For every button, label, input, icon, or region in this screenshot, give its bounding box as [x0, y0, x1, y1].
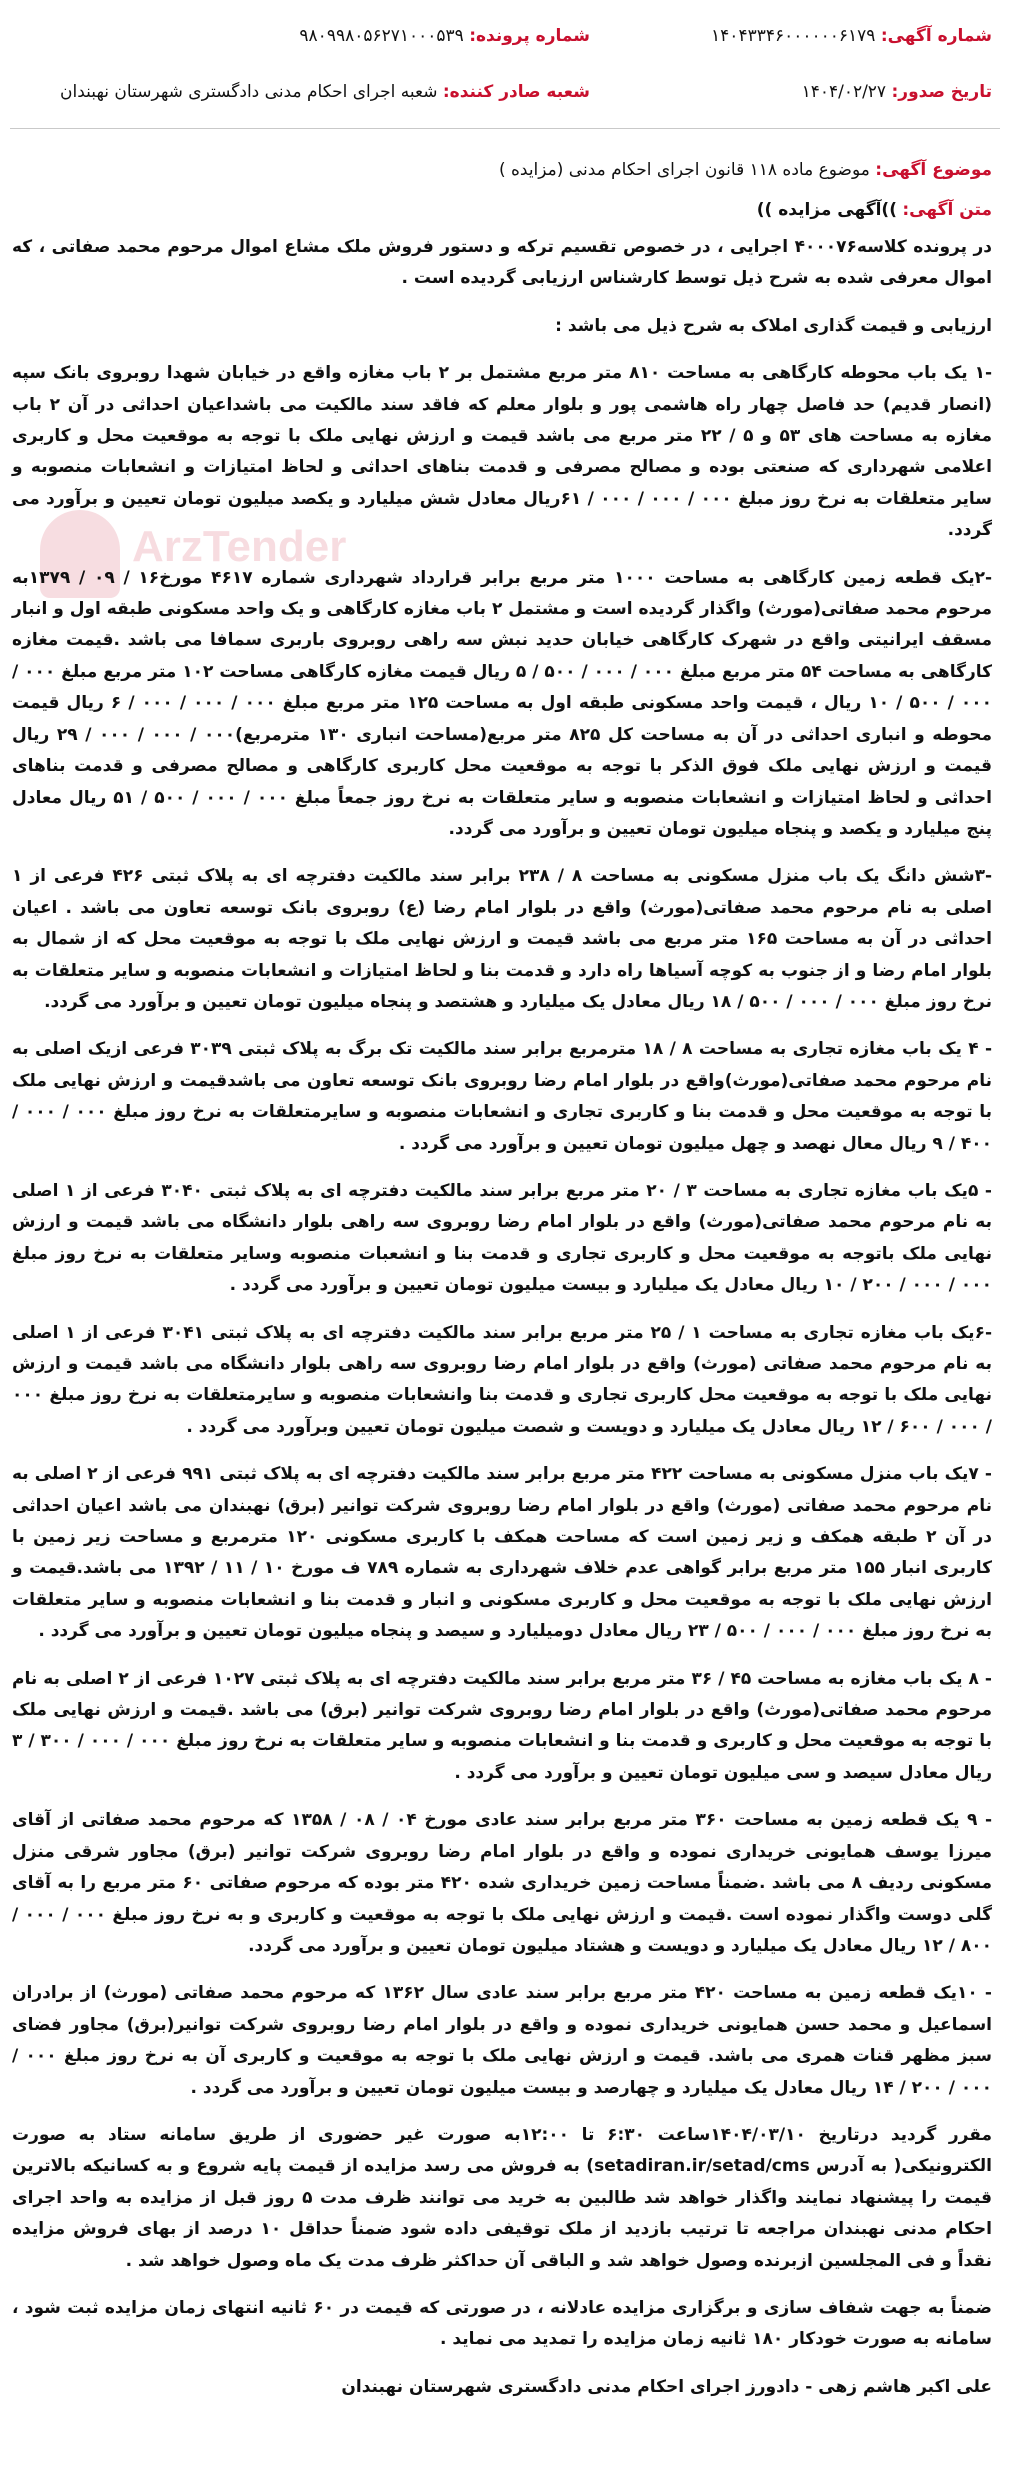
item-6-paragraph: -۶یک باب مغازه تجاری به مساحت ۱ / ۲۵ متر مربع برابر سند مالکیت دفترچه ای به پلاک ثبتی ۳۰۴۱ فرعی از ۱ اصلی به نام مرحوم محمد صفاتی (مورث) واقع در بلوار امام رضا روبروی سه راهی بلوار دانشگاه می باشد قیمت و ارزش نهایی ملک با توجه به موقعیت محل کاربری تجاری و قدمت بنا وانشعابات منصوبه و سایرمتعلقات به نرخ روز مبلغ ۰۰۰ / ۰۰۰ / ۶۰۰ / ۱۲ ریال معادل یک میلیارد و دویست و شصت میلیون تومان تعیین وبرآورد می گردد . — [12, 1322, 993, 1437]
subject-label: موضوع آگهی: — [875, 160, 992, 180]
ad-number — [711, 18, 992, 54]
notice-body — [0, 232, 1010, 2402]
subject-line — [0, 150, 1010, 190]
issue-date-label: تاریخ صدور: — [891, 82, 992, 102]
ad-text-line — [0, 190, 1010, 230]
header-row-1 — [0, 18, 1010, 54]
intro-paragraph: در پرونده کلاسه۴۰۰۰۷۶ اجرایی ، در خصوص تقسیم ترکه و دستور فروش ملک مشاع اموال مرحوم محمد صفاتی ، که اموال معرفی شده به شرح ذیل توسط کارشناس ارزیابی گردیده است . — [12, 237, 992, 289]
item-10-paragraph: - ۱۰یک قطعه زمین به مساحت ۴۲۰ متر مربع برابر سند عادی سال ۱۳۶۲ که مرحوم محمد صفاتی (مورث) از برادران اسماعیل و محمد حسن همایونی خریداری نموده و واقع در بلوار امام رضا روبروی شرکت توانیر(برق) مجاور فضای سبز مظهر قنات همری می باشد. قیمت و ارزش نهایی ملک با توجه به موقعیت و کاربری آن به نرخ روز مبلغ ۰۰۰ / ۰۰۰ / ۲۰۰ / ۱۴ ریال معادل یک میلیارد و چهارصد و بیست میلیون تومان تعیین و برآورد می گردد . — [12, 1983, 992, 2098]
watermark-text: ArzTender — [132, 522, 347, 571]
auction-terms-paragraph: مقرر گردید درتاریخ ۱۴۰۴/۰۳/۱۰ساعت ۶:۳۰ تا ۱۲:۰۰به صورت غیر حضوری از طریق سامانه ستاد به صورت الکترونیکی( به آدرس setadiran.ir/setad/cms) به فروش می رسد مزایده از قیمت پایه شروع و به کسانیکه بالاترین قیمت را پیشنهاد نمایند واگذار خواهد شد طالبین به خرید می توانند ظرف مدت ۵ روز قبل از مزایده به واحد اجرای احکام مدنی نهبندان مراجعه تا ترتیب بازدید از ملک توقیفی داده شود ضمناً حداقل ۱۰ درصد از بهای فروش مزایده نقداً و فی المجلسین ازبرنده وصول خواهد شد و الباقی آن حداکثر ظرف مدت یک ماه وصول خواهد شد . — [12, 2124, 993, 2271]
issue-date-value: ۱۴۰۴/۰۲/۲۷ — [801, 82, 887, 102]
item-2-paragraph: -۲یک قطعه زمین کارگاهی به مساحت ۱۰۰۰ متر مربع برابر قرارداد شهرداری شماره ۴۶۱۷ مورخ۱۶ / ۰۹ / ۱۳۷۹به مرحوم محمد صفاتی(مورث) واگذار گردیده است و مشتمل ۲ باب مغازه کارگاهی و یک واحد مسکونی طبقه اول و انبار مسقف ایرانیتی واقع در شهرک کارگاهی خیابان حدید نبش سه راهی روبروی باربری سمافا می باشد .قیمت مغازه کارگاهی به مساحت ۵۴ متر مربع مبلغ ۰۰۰ / ۰۰۰ / ۵۰۰ / ۵ ریال قیمت مغازه کارگاهی مساحت ۱۰۲ متر مربع مبلغ ۰۰۰ / ۰۰۰ / ۵۰۰ / ۱۰ ریال ، قیمت واحد مسکونی طبقه اول به مساحت ۱۲۵ متر مربع مبلغ ۰۰۰ / ۰۰۰ / ۰۰۰ / ۶ ریال قیمت محوطه و انباری احداثی در آن به مساحت کل ۸۲۵ متر مربع(مساحت انباری ۱۳۰ مترمربع)۰۰۰ / ۰۰۰ / ۰۰۰ / ۲۹ ریال قیمت و ارزش نهایی ملک فوق الذکر با توجه به موقعیت محل کاربری کارگاهی و مصالح مصرفی و قدمت بناهای احداثی و لحاظ امتیازات و انشعابات منصوبه و سایر متعلقات به نرخ روز جمعاً مبلغ ۰۰۰ / ۰۰۰ / ۵۰۰ / ۵۱ ریال معادل پنج میلیارد و یکصد و پنجاه میلیون تومان تعیین و برآورد می گردد. — [12, 567, 993, 839]
item-3-paragraph: -۳شش دانگ یک باب منزل مسکونی به مساحت ۸ / ۲۳۸ برابر سند مالکیت دفترچه ای به پلاک ثبتی ۴۲۶ فرعی از ۱ اصلی به نام مرحوم محمد صفاتی(مورث) واقع در بلوار امام رضا (ع) روبروی بانک توسعه تعاون می باشد . اعیان احداثی در آن به مساحت ۱۶۵ متر مربع می باشد قیمت و ارزش نهایی ملک با توجه به موقعیت محل که از شمال به بلوار امام رضا و از جنوب به کوچه آسیاها راه دارد و قدمت بنا و لحاظ امتیازات و انشعابات منصوبه و سایر متعلقات به نرخ روز مبلغ ۰۰۰ / ۰۰۰ / ۵۰۰ / ۱۸ ریال معادل یک میلیارد و هشتصد و پنجاه میلیون تومان تعیین و برآورد می گردد. — [12, 866, 993, 1012]
auction-extension-paragraph: ضمناً به جهت شفاف سازی و برگزاری مزایده عادلانه ، در صورتی که قیمت در ۶۰ ثانیه انتهای زمان مزایده ثبت شود ، سامانه به صورت خودکار ۱۸۰ ثانیه زمان مزایده را تمدید می نماید . — [12, 2297, 992, 2350]
issuing-branch-value: شعبه اجرای احکام مدنی دادگستری شهرستان نهبندان — [60, 82, 438, 102]
header-divider — [10, 128, 1000, 129]
ad-text-heading: ))آگهی مزایده )) — [756, 200, 897, 220]
item-9-paragraph: - ۹ یک قطعه زمین به مساحت ۳۶۰ متر مربع برابر سند عادی مورخ ۰۴ / ۰۸ / ۱۳۵۸ که مرحوم محمد صفاتی از آقای میرزا یوسف همایونی خریداری نموده و واقع در بلوار امام رضا روبروی شرکت توانیر (برق) مجاور شرقی منزل مسکونی ردیف ۸ می باشد .ضمناً مساحت زمین خریداری شده ۴۲۰ متر بوده که مرحوم صفاتی ۶۰ متر مربع را به آقای گلی دوست واگذار نموده است .قیمت و ارزش نهایی ملک با توجه به موقعیت و کاربری و به نرخ روز مبلغ ۰۰۰ / ۰۰۰ / ۸۰۰ / ۱۲ ریال معادل یک میلیارد و دویست و هشتاد میلیون تومان تعیین و برآورد می گردد. — [12, 1810, 993, 1956]
item-1-paragraph: -۱ یک باب محوطه کارگاهی به مساحت ۸۱۰ متر مربع مشتمل بر ۲ باب مغازه واقع در خیابان شهدا روبروی بانک سپه (انصار قدیم) حد فاصل چهار راه هاشمی پور و بلوار معلم که فاقد سند مالکیت می باشداعیان احداثی در آن ۲ باب مغازه به مساحت های ۵۳ و ۵ / ۲۲ متر مربع می باشد قیمت و ارزش نهایی ملک با توجه به موقعیت محل و کاربری اعلامی شهرداری که صنعتی بوده و مصالح مصرفی و قدمت بناهای احداثی و لحاظ امتیازات و انشعابات منصوبه و سایر متعلقات به نرخ روز مبلغ ۰۰۰ / ۰۰۰ / ۰۰۰ / ۶۱ریال معادل شش میلیارد و یکصد میلیون تومان تعیین و برآورد می گردد. — [12, 363, 993, 541]
case-number — [299, 18, 590, 54]
header-row-2 — [0, 74, 1010, 110]
valuation-heading: ارزیابی و قیمت گذاری املاک به شرح ذیل می باشد : — [555, 315, 992, 336]
ad-number-label: شماره آگهی: — [880, 26, 992, 46]
subject-value: موضوع ماده ۱۱۸ قانون اجرای احکام مدنی (مزایده ) — [498, 160, 870, 180]
item-5-paragraph: - ۵یک باب مغازه تجاری به مساحت ۳ / ۲۰ متر مربع برابر سند مالکیت دفترچه ای به پلاک ثبتی ۳۰۴۰ فرعی از ۱ اصلی به نام مرحوم محمد صفاتی(مورث) واقع در بلوار امام رضا روبروی سه راهی بلوار دانشگاه می باشد قیمت و ارزش نهایی ملک باتوجه به موقعیت محل و کاربری تجاری و قدمت بنا و انشعبات منصوبه وسایر متعلقات به نرخ روز مبلغ ۰۰۰ / ۰۰۰ / ۲۰۰ / ۱۰ ریال معادل یک میلیارد و بیست میلیون تومان تعیین و برآورد می گردد . — [12, 1180, 992, 1296]
item-8-paragraph: - ۸ یک باب مغازه به مساحت ۴۵ / ۳۶ متر مربع برابر سند مالکیت دفترچه ای به پلاک ثبتی ۱۰۲۷ فرعی از ۲ اصلی به نام مرحوم محمد صفاتی(مورث) واقع در بلوار امام رضا روبروی شرکت توانیر (برق) می باشد .قیمت و ارزش نهایی ملک با توجه به موقعیت محل و کاربری و قدمت بنا و انشعابات منصوبه و سایر متعلقات به نرخ روز مبلغ ۰۰۰ / ۰۰۰ / ۳۰۰ / ۳ ریال معادل سیصد و سی میلیون تومان تعیین و برآورد می گردد . — [12, 1668, 993, 1783]
issuing-branch-label: شعبه صادر کننده: — [442, 82, 590, 102]
signature: علی اکبر هاشم زهی - دادورز اجرای احکام مدنی دادگستری شهرستان نهبندان — [341, 2376, 992, 2397]
ad-text-label: متن آگهی: — [902, 200, 992, 220]
item-7-paragraph: - ۷یک باب منزل مسکونی به مساحت ۴۲۲ متر مربع برابر سند مالکیت دفترچه ای به پلاک ثبتی ۹۹۱ فرعی از ۲ اصلی به نام مرحوم محمد صفاتی (مورث) واقع در بلوار امام رضا روبروی شرکت توانیر (برق) نهبندان می باشد اعیان احداثی در آن ۲ طبقه همکف و زیر زمین است که مساحت همکف با کاربری مسکونی ۱۲۰ مترمربع و مساحت زیر زمین با کاربری انبار ۱۵۵ متر مربع برابر گواهی عدم خلاف شهرداری به شماره ۷۸۹ ف مورخ ۱۰ / ۱۱ / ۱۳۹۲ می باشد.قیمت و ارزش نهایی ملک با توجه به موقعیت محل و کاربری مسکونی و انبار و قدمت بنا و انشعابات منصوبه و سایر متعلقات به نرخ روز مبلغ ۰۰۰ / ۰۰۰ / ۵۰۰ / ۲۳ ریال معادل دومیلیارد و سیصد و پنجاه میلیون تومان تعیین و برآورد می گردد . — [12, 1464, 993, 1642]
ad-number-value: ۱۴۰۴۳۳۴۶۰۰۰۰۰۰۶۱۷۹ — [711, 26, 876, 46]
case-number-value: ۹۸۰۹۹۸۰۵۶۲۷۱۰۰۰۵۳۹ — [299, 26, 464, 46]
issue-date — [802, 74, 992, 110]
issuing-branch — [60, 74, 590, 110]
item-4-paragraph: - ۴ یک باب مغازه تجاری به مساحت ۸ / ۱۸ مترمربع برابر سند مالکیت تک برگ به پلاک ثبتی ۳۰۳۹ فرعی ازیک اصلی به نام مرحوم محمد صفاتی(مورث)واقع در بلوار امام رضا روبروی بانک توسعه تعاون می باشدقیمت و ارزش نهایی ملک با توجه به موقعیت محل و قدمت بنا و کاربری تجاری و انشعابات منصوبه و سایرمتعلقات به نرخ روز مبلغ ۰۰۰ / ۰۰۰ / ۴۰۰ / ۹ ریال معال نهصد و چهل میلیون تومان تعیین و برآورد می گردد . — [12, 1039, 992, 1154]
case-number-label: شماره پرونده: — [469, 26, 590, 46]
